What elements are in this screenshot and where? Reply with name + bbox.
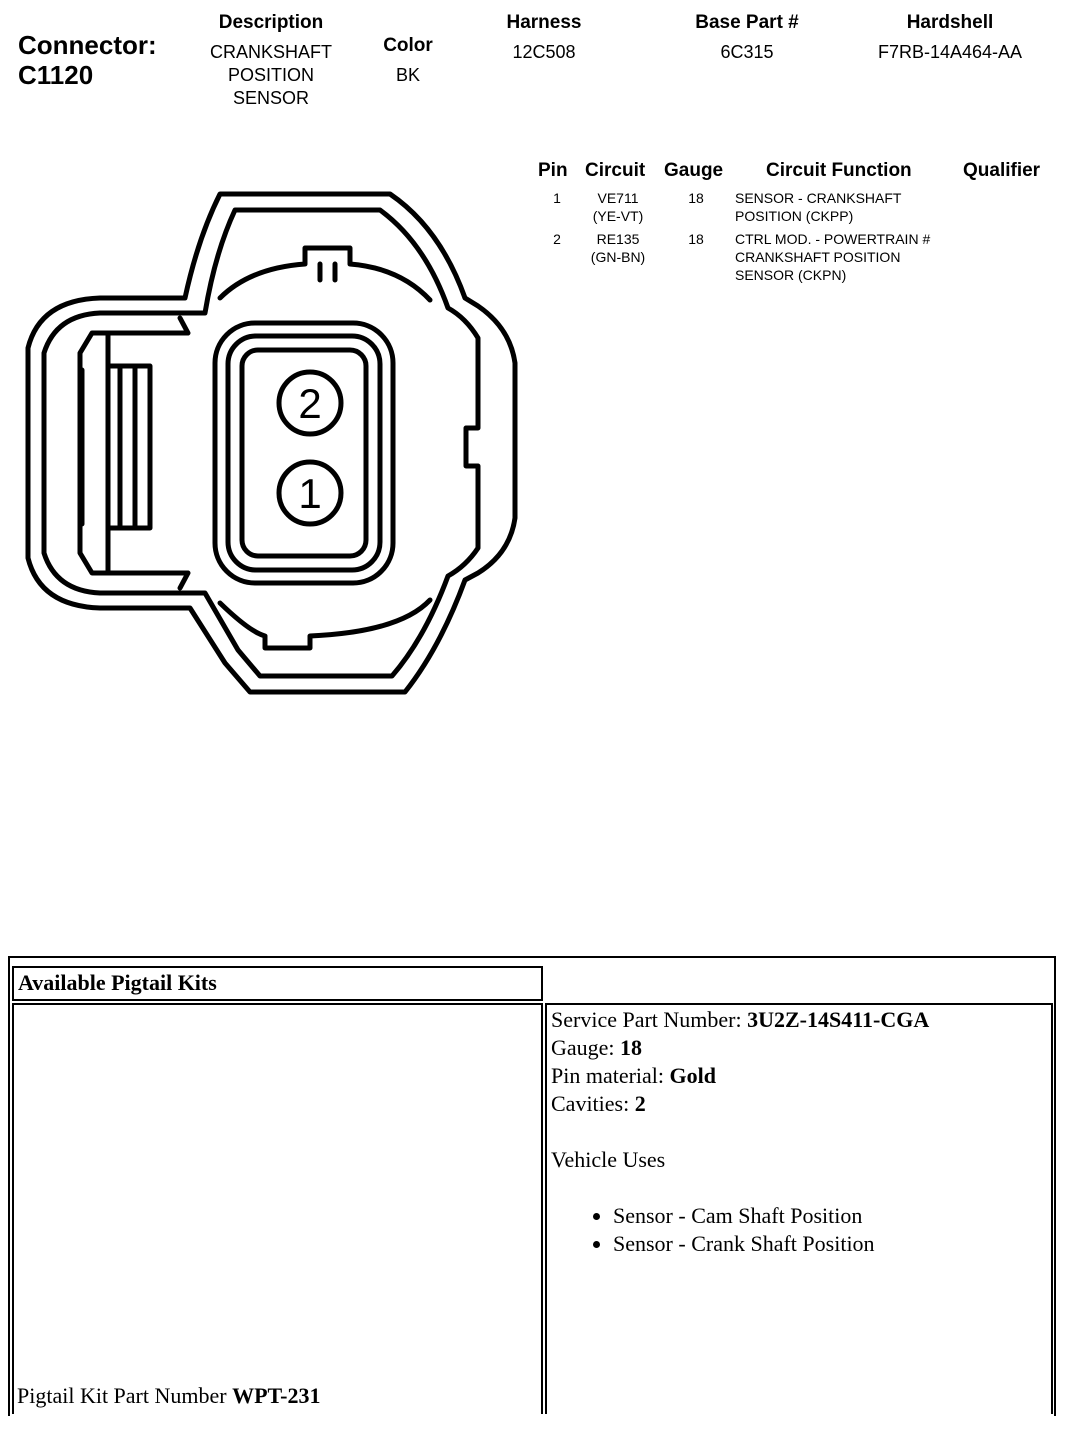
function-line: CRANKSHAFT POSITION bbox=[735, 249, 901, 265]
function-line: POSITION (CKPP) bbox=[735, 208, 854, 224]
cavities-label: Cavities: bbox=[551, 1091, 630, 1116]
circuit-code: RE135 bbox=[596, 231, 640, 247]
pin-function bbox=[735, 230, 965, 284]
harness-value: 12C508 bbox=[512, 42, 576, 62]
col-pin: Pin bbox=[538, 160, 568, 181]
pin-function bbox=[735, 189, 965, 225]
col-circuit-function: Circuit Function bbox=[766, 160, 912, 181]
pigtail-kit-cell bbox=[12, 1003, 543, 1414]
description-label: Description bbox=[218, 12, 324, 33]
description-line: POSITION bbox=[227, 65, 314, 85]
pin-gauge: 18 bbox=[688, 231, 704, 247]
service-part-label: Service Part Number: bbox=[551, 1007, 742, 1032]
pigtail-title-cell bbox=[12, 966, 543, 1001]
harness-label: Harness bbox=[506, 12, 582, 33]
description-line: SENSOR bbox=[232, 88, 310, 108]
col-gauge: Gauge bbox=[664, 160, 724, 181]
description-line: CRANKSHAFT bbox=[209, 42, 332, 62]
col-circuit: Circuit bbox=[585, 160, 646, 181]
connector-label: Connector: bbox=[18, 30, 157, 60]
hardshell-label: Hardshell bbox=[906, 12, 994, 33]
function-line: SENSOR (CKPN) bbox=[735, 267, 847, 283]
col-qualifier: Qualifier bbox=[963, 160, 1041, 181]
description-value bbox=[195, 41, 347, 110]
service-part-row bbox=[551, 1006, 1047, 1034]
connector-id: C1120 bbox=[18, 60, 94, 90]
gauge-row bbox=[551, 1034, 1047, 1062]
pin-number: 1 bbox=[553, 190, 561, 206]
pigtail-kit-part bbox=[17, 1382, 321, 1410]
color-value: BK bbox=[395, 65, 420, 85]
cavity-pin-2-label: 2 bbox=[298, 380, 322, 427]
color-label: Color bbox=[383, 35, 433, 56]
pin-circuit bbox=[578, 189, 658, 225]
vehicle-uses-list bbox=[551, 1202, 1047, 1258]
base-part-value: 6C315 bbox=[720, 42, 774, 62]
hardshell-value: F7RB-14A464-AA bbox=[877, 42, 1023, 62]
pin-material-value: Gold bbox=[669, 1063, 716, 1088]
base-part-label: Base Part # bbox=[695, 12, 799, 33]
pin-circuit bbox=[578, 230, 658, 266]
connector-face-diagram bbox=[20, 188, 530, 708]
vehicle-uses-label: Vehicle Uses bbox=[551, 1147, 666, 1172]
pigtail-title: Available Pigtail Kits bbox=[18, 970, 217, 995]
list-item: • Sensor - Crank Shaft Position bbox=[613, 1230, 1047, 1258]
function-line: CTRL MOD. - POWERTRAIN # bbox=[735, 231, 931, 247]
cavities-value: 2 bbox=[634, 1091, 646, 1116]
cavities-row bbox=[551, 1090, 1047, 1118]
circuit-color: (GN-BN) bbox=[590, 249, 646, 265]
kit-part-label: Pigtail Kit Part Number bbox=[17, 1383, 227, 1408]
key-notch-top-inner bbox=[320, 264, 335, 280]
connector-title bbox=[18, 30, 157, 90]
key-notch-top bbox=[220, 248, 430, 300]
latch-tab bbox=[82, 366, 150, 528]
gauge-label: Gauge: bbox=[551, 1035, 615, 1060]
list-item: • Sensor - Cam Shaft Position bbox=[613, 1202, 1047, 1230]
service-part-value: 3U2Z-14S411-CGA bbox=[747, 1007, 930, 1032]
circuit-code: VE711 bbox=[597, 190, 639, 206]
kit-part-value: WPT-231 bbox=[232, 1383, 321, 1408]
key-notch-bottom bbox=[220, 600, 430, 648]
pin-number: 2 bbox=[553, 231, 561, 247]
cavity-pin-1-label: 1 bbox=[298, 470, 322, 517]
pigtail-details-cell bbox=[545, 1003, 1053, 1414]
pin-gauge: 18 bbox=[688, 190, 704, 206]
circuit-color: (YE-VT) bbox=[592, 208, 644, 224]
pin-material-row bbox=[551, 1062, 1047, 1090]
function-line: SENSOR - CRANKSHAFT bbox=[735, 190, 902, 206]
pin-material-label: Pin material: bbox=[551, 1063, 665, 1088]
gauge-value: 18 bbox=[620, 1035, 643, 1060]
